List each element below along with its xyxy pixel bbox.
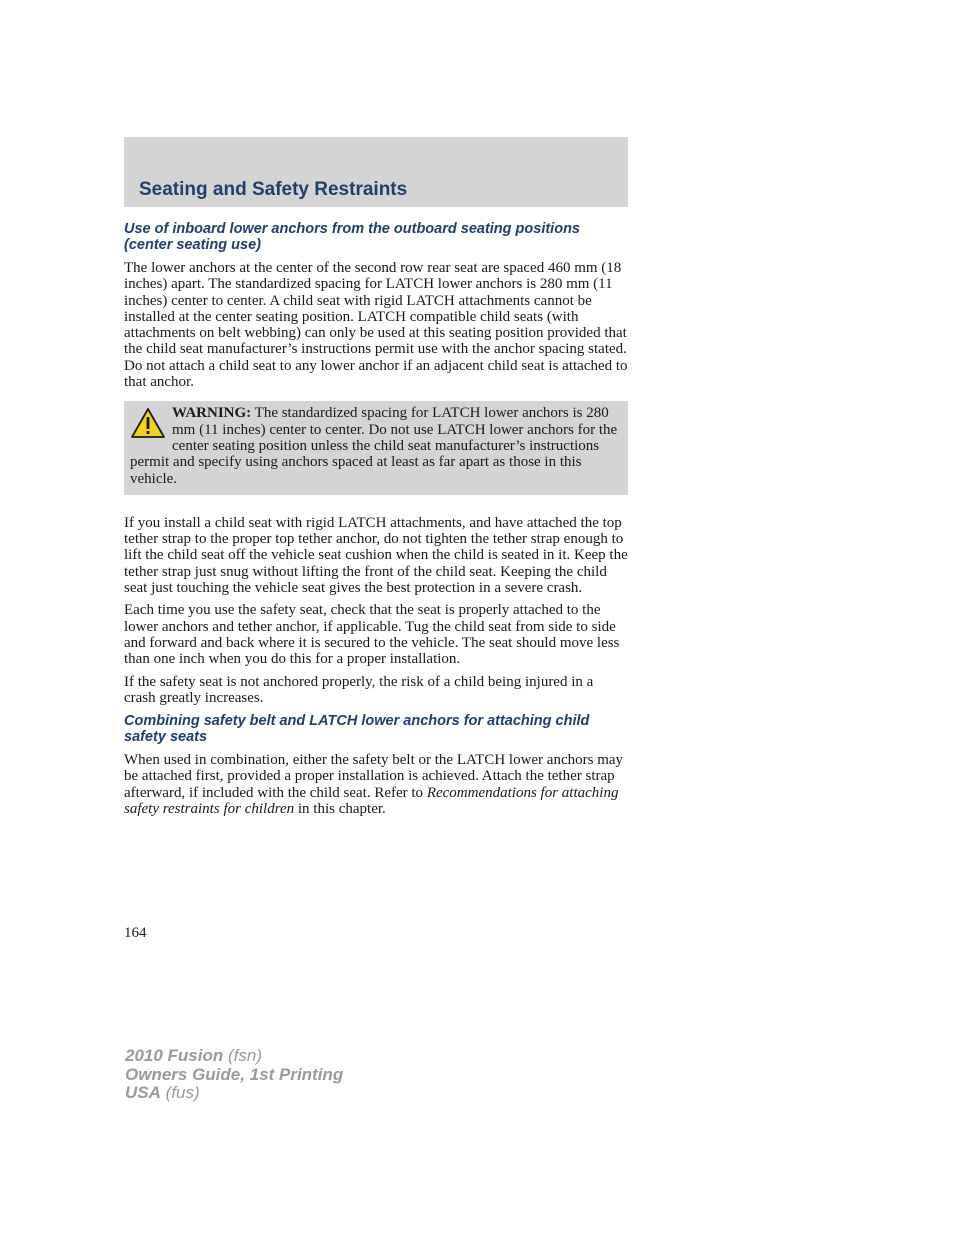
paragraph-risk: If the safety seat is not anchored properly, the risk of a child being injured in a crash greatly increases. — [124, 673, 594, 706]
paragraph-combination — [124, 752, 628, 817]
cross-reference: Recommendations for attaching safety restraints for children — [124, 784, 619, 818]
footer-line-edition — [125, 1066, 343, 1085]
page-number: 164 — [124, 925, 147, 941]
paragraph-check-seat: Each time you use the safety seat, check that the seat is properly attached to the lower anchors and tether anchor, if applicable. Tug the child seat from side to side and forward and back where it is secured to the vehicle. The seat should move less than one inch when you do this for a proper installation. — [124, 602, 620, 668]
combination-text-before: When used in combination, either the safety belt or the LATCH lower anchors may be attached first, provided a proper installation is achieved. Attach the tether strap afterward, if included with the child seat. Refer to — [124, 752, 624, 801]
footer-model-code: (fsn) — [223, 1046, 262, 1065]
section-heading-combining: Combining safety belt and LATCH lower anchors for attaching child safety seats — [124, 713, 590, 746]
chapter-title: Seating and Safety Restraints — [139, 179, 408, 200]
footer-edition: Owners Guide, 1st Printing — [125, 1064, 344, 1084]
footer-model: 2010 Fusion — [125, 1046, 224, 1065]
paragraph-tether-strap: If you install a child seat with rigid LATCH attachments, and have attached the top tether strap to the proper top tether anchor, do not tighten the tether strap enough to lift the child seat off the vehicle seat cushion when the child is seated in it. Keep the tether strap just snug without lifting the front of the child seat. Keeping the child seat just touching the vehicle seat gives the best protection in a severe crash. — [124, 514, 628, 597]
footer-line-model — [125, 1047, 343, 1066]
footer-market: USA — [125, 1083, 161, 1102]
combination-text-after: in this chapter. — [294, 801, 386, 818]
warning-label: WARNING: — [172, 405, 252, 422]
footer-market-code: (fus) — [160, 1083, 200, 1102]
paragraph-anchor-spacing: The lower anchors at the center of the second row rear seat are spaced 460 mm (18 inches) apart. The standardized spacing for LATCH lower anchors is 280 mm (11 inches) center to center. A child seat with rigid LATCH attachments cannot be installed at the center seating position. LATCH compatible child seats (with attachments on belt webbing) can only be used at this seating position provided that the child seat manufacturer’s instructions permit use with the anchor spacing stated. Do not attach a child seat to any lower anchor if an adjacent child seat is attached to that anchor. — [124, 260, 628, 391]
page-content — [124, 221, 628, 823]
warning-triangle-icon — [130, 407, 166, 439]
warning-box — [124, 401, 628, 494]
warning-text: The standardized spacing for LATCH lower anchors is 280 mm (11 inches) center to center. Do not use LATCH lower anchors for the center seating position unless the child seat manufacturer’s instructions permit and specify using anchors spaced at least as far apart as those in this vehicle. — [130, 405, 618, 487]
print-footer — [125, 1047, 343, 1103]
section-heading-inboard-anchors: Use of inboard lower anchors from the outboard seating positions (center seating use) — [124, 221, 580, 253]
chapter-header-band — [124, 137, 628, 207]
footer-line-market — [125, 1084, 343, 1103]
